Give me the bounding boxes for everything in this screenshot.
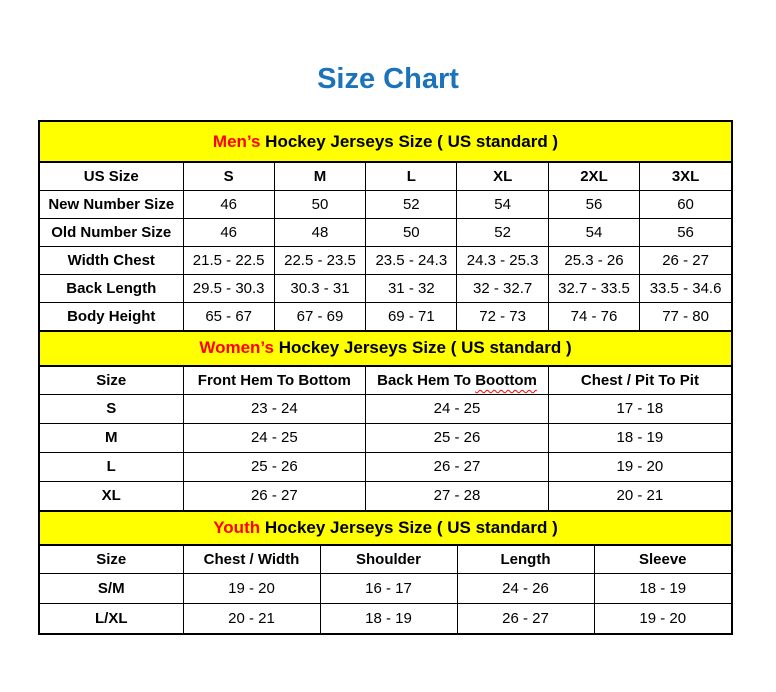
- data-cell: 74 - 76: [548, 302, 639, 330]
- table-row: [40, 452, 731, 481]
- column-header-cell: Sleeve: [594, 545, 731, 573]
- column-header-cell: Length: [457, 545, 594, 573]
- data-cell: 25 - 26: [183, 452, 366, 481]
- data-cell: 25.3 - 26: [548, 246, 639, 274]
- row-label-cell: L/XL: [40, 603, 183, 633]
- mens-band-title: [40, 122, 731, 162]
- data-cell: 19 - 20: [548, 452, 731, 481]
- data-cell: 27 - 28: [366, 481, 549, 510]
- data-cell: 24 - 25: [183, 423, 366, 452]
- data-cell: 31 - 32: [366, 274, 457, 302]
- womens-section-band: [40, 331, 731, 366]
- mens-size-table: [40, 122, 731, 331]
- data-cell: 24 - 25: [366, 394, 549, 423]
- table-row: [40, 394, 731, 423]
- row-label-cell: Width Chest: [40, 246, 183, 274]
- youth-column-header-row: [40, 545, 731, 573]
- table-row: [40, 246, 731, 274]
- column-header-cell: L: [366, 162, 457, 190]
- data-cell: 20 - 21: [548, 481, 731, 510]
- data-cell: 50: [366, 218, 457, 246]
- data-cell: 46: [183, 218, 274, 246]
- data-cell: 52: [457, 218, 548, 246]
- data-cell: 16 - 17: [320, 573, 457, 603]
- data-cell: 26 - 27: [457, 603, 594, 633]
- data-cell: 19 - 20: [183, 573, 320, 603]
- data-cell: 29.5 - 30.3: [183, 274, 274, 302]
- table-row: [40, 481, 731, 510]
- youth-band-highlight: Youth: [213, 517, 261, 537]
- row-label-cell: M: [40, 423, 183, 452]
- column-header-cell: Size: [40, 366, 183, 394]
- misspelled-word: Boottom: [475, 371, 537, 389]
- data-cell: 72 - 73: [457, 302, 548, 330]
- data-cell: 32 - 32.7: [457, 274, 548, 302]
- womens-band-rest: Hockey Jerseys Size ( US standard ): [273, 338, 572, 358]
- data-cell: 30.3 - 31: [274, 274, 365, 302]
- mens-column-header-row: [40, 162, 731, 190]
- table-row: [40, 218, 731, 246]
- data-cell: 17 - 18: [548, 394, 731, 423]
- mens-band-rest: Hockey Jerseys Size ( US standard ): [260, 131, 559, 151]
- column-header-cell: Back Hem To Boottom: [366, 366, 549, 394]
- data-cell: 52: [366, 190, 457, 218]
- table-row: [40, 573, 731, 603]
- column-header-cell: XL: [457, 162, 548, 190]
- data-cell: 32.7 - 33.5: [548, 274, 639, 302]
- youth-size-table: [40, 511, 731, 634]
- data-cell: 60: [640, 190, 731, 218]
- row-label-cell: S/M: [40, 573, 183, 603]
- data-cell: 20 - 21: [183, 603, 320, 633]
- column-header-cell: 2XL: [548, 162, 639, 190]
- data-cell: 21.5 - 22.5: [183, 246, 274, 274]
- table-row: [40, 190, 731, 218]
- table-row: [40, 302, 731, 330]
- table-row: [40, 274, 731, 302]
- column-header-cell: Shoulder: [320, 545, 457, 573]
- mens-section-band: [40, 122, 731, 162]
- data-cell: 26 - 27: [183, 481, 366, 510]
- row-label-cell: XL: [40, 481, 183, 510]
- data-cell: 18 - 19: [548, 423, 731, 452]
- row-label-cell: L: [40, 452, 183, 481]
- data-cell: 23.5 - 24.3: [366, 246, 457, 274]
- column-header-cell: Chest / Width: [183, 545, 320, 573]
- column-header-cell: M: [274, 162, 365, 190]
- row-label-cell: Back Length: [40, 274, 183, 302]
- data-cell: 33.5 - 34.6: [640, 274, 731, 302]
- page-title: Size Chart: [317, 63, 459, 95]
- column-header-cell: Size: [40, 545, 183, 573]
- data-cell: 67 - 69: [274, 302, 365, 330]
- womens-column-header-row: [40, 366, 731, 394]
- data-cell: 54: [457, 190, 548, 218]
- column-header-cell: US Size: [40, 162, 183, 190]
- data-cell: 18 - 19: [320, 603, 457, 633]
- youth-band-rest: Hockey Jerseys Size ( US standard ): [260, 517, 558, 537]
- row-label-cell: Body Height: [40, 302, 183, 330]
- data-cell: 18 - 19: [594, 573, 731, 603]
- data-cell: 56: [640, 218, 731, 246]
- data-cell: 69 - 71: [366, 302, 457, 330]
- table-row: [40, 603, 731, 633]
- data-cell: 19 - 20: [594, 603, 731, 633]
- womens-band-highlight: Women’s: [199, 338, 274, 358]
- data-cell: 25 - 26: [366, 423, 549, 452]
- womens-band-title: [40, 331, 731, 366]
- data-cell: 24 - 26: [457, 573, 594, 603]
- mens-band-highlight: Men’s: [212, 131, 261, 151]
- column-header-cell: 3XL: [640, 162, 731, 190]
- data-cell: 56: [548, 190, 639, 218]
- data-cell: 24.3 - 25.3: [457, 246, 548, 274]
- row-label-cell: Old Number Size: [40, 218, 183, 246]
- womens-size-table: [40, 331, 731, 511]
- data-cell: 46: [183, 190, 274, 218]
- row-label-cell: S: [40, 394, 183, 423]
- data-cell: 50: [274, 190, 365, 218]
- data-cell: 54: [548, 218, 639, 246]
- youth-section-band: [40, 511, 731, 545]
- youth-band-title: [40, 511, 731, 545]
- table-row: [40, 423, 731, 452]
- column-header-cell: Front Hem To Bottom: [183, 366, 366, 394]
- size-chart-tables: [38, 120, 733, 635]
- data-cell: 26 - 27: [366, 452, 549, 481]
- data-cell: 77 - 80: [640, 302, 731, 330]
- column-header-cell: Chest / Pit To Pit: [548, 366, 731, 394]
- data-cell: 23 - 24: [183, 394, 366, 423]
- data-cell: 26 - 27: [640, 246, 731, 274]
- data-cell: 22.5 - 23.5: [274, 246, 365, 274]
- data-cell: 65 - 67: [183, 302, 274, 330]
- row-label-cell: New Number Size: [40, 190, 183, 218]
- column-header-cell: S: [183, 162, 274, 190]
- data-cell: 48: [274, 218, 365, 246]
